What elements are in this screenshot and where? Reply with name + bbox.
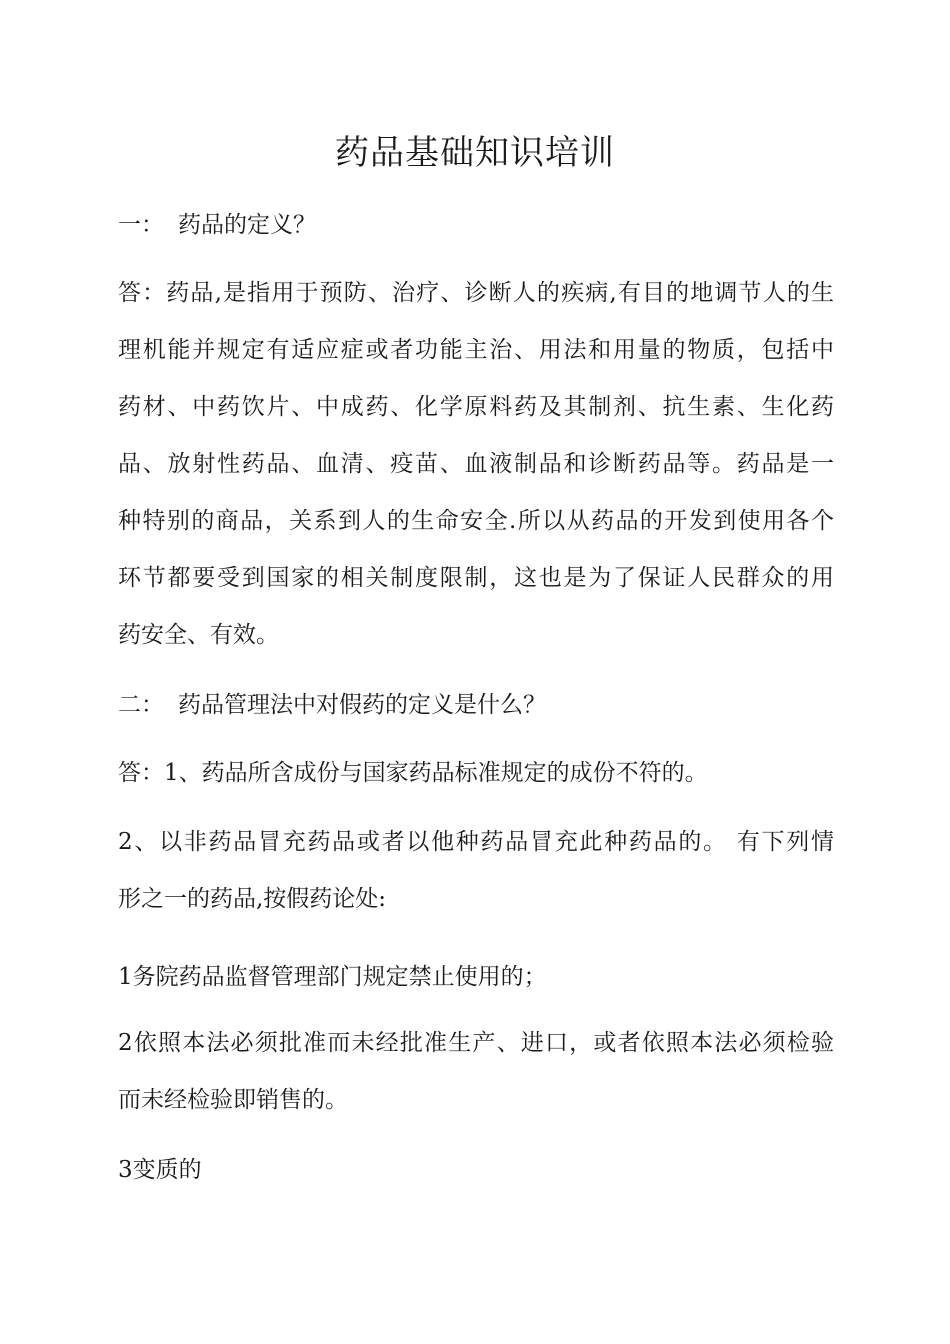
answer-2-item-2 — [118, 825, 834, 939]
question-1-text: 药品的定义？ — [178, 212, 316, 238]
list-item-2 — [118, 1026, 834, 1140]
document-title: 药品基础知识培训 — [335, 133, 615, 173]
answer-1-line: 药安全、有效。 — [118, 622, 279, 648]
answer-1-line: 品、放射性药品、血清、疫苗、血液制品和诊断药品等。药品是一 — [118, 451, 834, 477]
question-2 — [118, 688, 834, 722]
answer-2-line: 2、以非药品冒充药品或者以他种药品冒充此种药品的。 有下列情 — [118, 829, 834, 855]
list-item-1: 1务院药品监督管理部门规定禁止使用的； — [118, 964, 547, 990]
question-1-number: 一： — [118, 212, 164, 238]
answer-1-line: 药材、中药饮片、中成药、化学原料药及其制剂、抗生素、生化药 — [118, 394, 834, 420]
question-2-text: 药品管理法中对假药的定义是什么？ — [178, 692, 546, 718]
answer-1 — [118, 276, 834, 675]
answer-1-line: 理机能并规定有适应症或者功能主治、用法和用量的物质，包括中 — [118, 337, 834, 363]
answer-1-line: 环节都要受到国家的相关制度限制，这也是为了保证人民群众的用 — [118, 565, 834, 591]
question-2-number: 二： — [118, 692, 164, 718]
question-1 — [118, 208, 834, 242]
list-item-3: 3变质的 — [118, 1157, 202, 1183]
list-item-2-line: 2依照本法必须批准而未经批准生产、进口，或者依照本法必须检验 — [118, 1030, 834, 1056]
list-item-2-line: 而未经检验即销售的。 — [118, 1087, 348, 1113]
answer-1-line: 答：药品,是指用于预防、治疗、诊断人的疾病,有目的地调节人的生 — [118, 280, 834, 306]
answer-2-line: 形之一的药品,按假药论处: — [118, 886, 387, 912]
answer-2-first: 答：1、药品所含成份与国家药品标准规定的成份不符的。 — [118, 760, 708, 786]
answer-1-line: 种特别的商品，关系到人的生命安全.所以从药品的开发到使用各个 — [118, 508, 834, 534]
